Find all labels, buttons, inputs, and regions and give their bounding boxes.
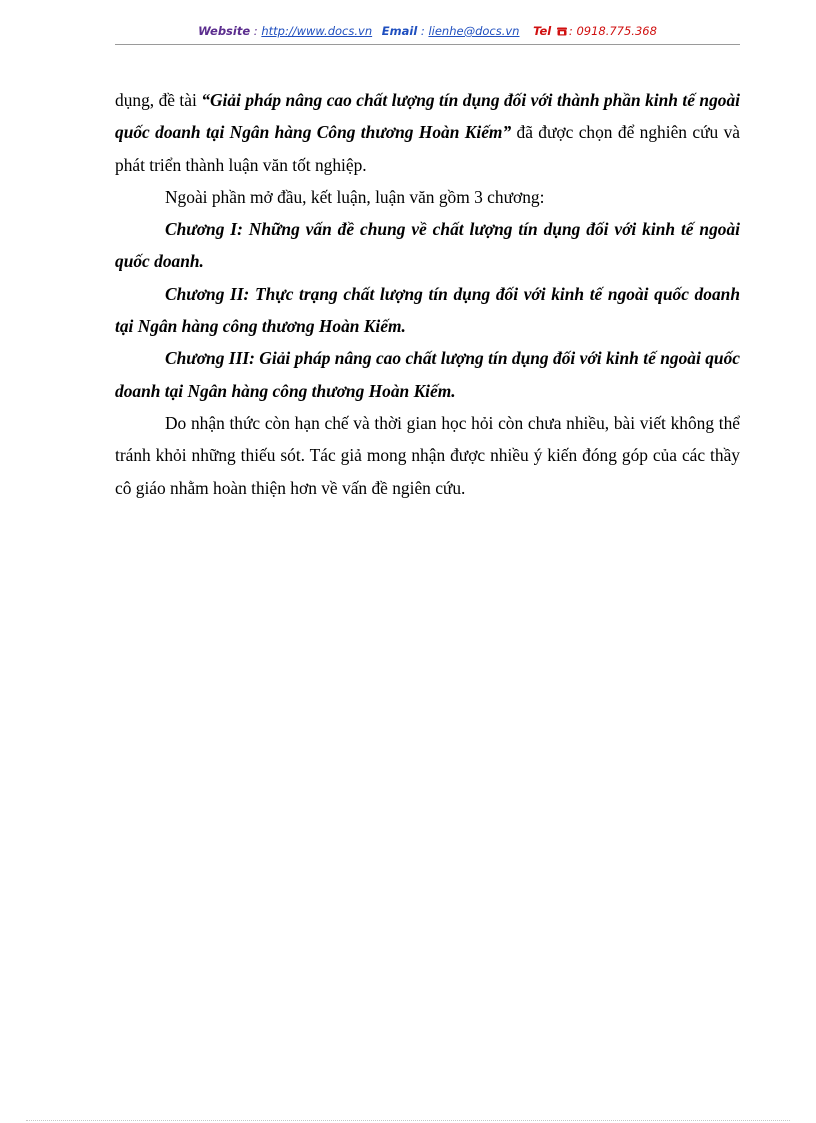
email-label: Email	[381, 24, 418, 38]
website-label: Website	[198, 24, 251, 38]
chapter-3: Chương III: Giải pháp nâng cao chất lượng tín dụng đối với kinh tế ngoài quốc doanh tại Ngân hàng công thương Hoàn Kiếm.	[115, 348, 740, 401]
intro-start: dụng, đề tài	[115, 90, 202, 110]
tel-label: Tel	[533, 24, 552, 38]
website-separator: :	[250, 24, 262, 38]
email-separator: :	[417, 24, 429, 38]
tel-number: 0918.775.368	[576, 24, 657, 38]
chapter-1: Chương I: Những vấn đề chung về chất lượng tín dụng đối với kinh tế ngoài quốc doanh.	[115, 219, 740, 272]
page-header	[115, 24, 740, 45]
intro-paragraph	[115, 84, 740, 181]
phone-icon	[557, 27, 567, 36]
thesis-title: “Giải pháp nâng cao chất lượng tín dụng đối với thành phần kinh tế ngoài quốc doanh tại Ngân hàng Công thương Hoàn Kiếm”	[115, 90, 741, 143]
footer-divider	[26, 1120, 790, 1121]
website-link[interactable]: http://www.docs.vn	[261, 24, 373, 38]
tel-separator: :	[568, 24, 577, 38]
closing-paragraph: Do nhận thức còn hạn chế và thời gian học hỏi còn chưa nhiều, bài viết không thể tránh khỏi những thiếu sót. Tác giả mong nhận được nhiều ý kiến đóng góp của các thầy cô giáo nhằm hoàn thiện hơn về vấn đề ngiên cứu.	[115, 412, 740, 498]
email-link[interactable]: lienhe@docs.vn	[428, 24, 520, 38]
document-body	[115, 84, 740, 504]
chapter-2: Chương II: Thực trạng chất lượng tín dụng đối với kinh tế ngoài quốc doanh tại Ngân hàng công thương Hoàn Kiếm.	[115, 283, 740, 337]
intro-end: đã được chọn để nghiên cứu và phát triển thành luận văn tốt nghiệp.	[115, 122, 740, 175]
structure-paragraph: Ngoài phần mở đầu, kết luận, luận văn gồm 3 chương:	[165, 186, 545, 207]
